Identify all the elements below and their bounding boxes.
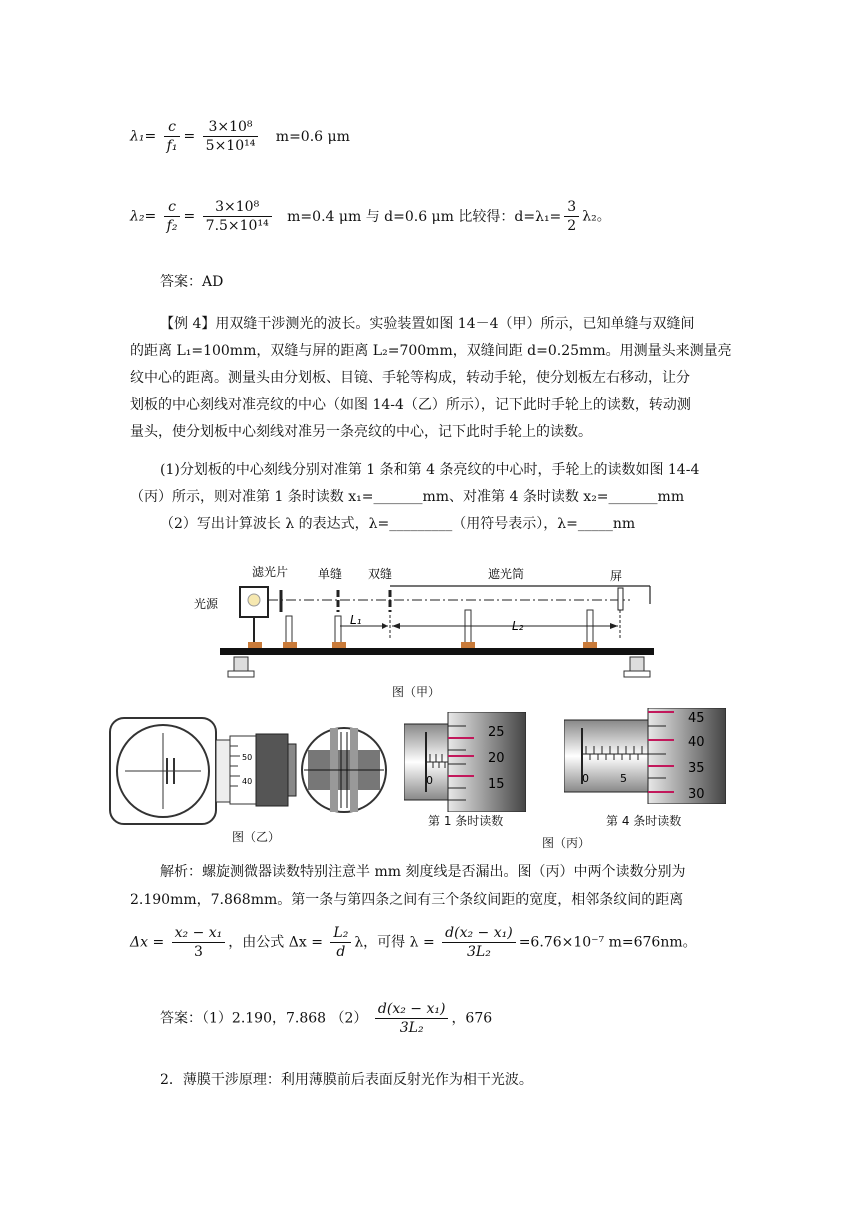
caption-yi: 图（乙）: [232, 830, 281, 844]
fraction: $\frac{c}{\text{f₂}}$: [164, 198, 181, 235]
sleeve4-zero: 0: [582, 772, 589, 785]
label-L1: L₁: [350, 613, 362, 627]
example4-line2: 的距离 L₁=100mm，双缝与屏的距离 L₂=700mm，双缝间距 d=0.25mm。用测量头来测量亮: [130, 343, 732, 359]
analysis-line2: 2.190mm，7.868mm。第一条与第四条之间有三个条纹间距的宽度，相邻条纹间的距离: [130, 892, 684, 908]
sleeve4-five: 5: [620, 772, 627, 785]
label-L2: L₂: [512, 619, 524, 633]
equation-lambda2: λ₂= $\frac{c}{\text{f₂}}$ = $\frac{\text{3×10⁸}}{\text{7.5×10¹⁴}}$ m=0.4 μm 与 d=0.6 μm 比较得：d=λ₁= $\frac{3}{2}$ λ₂。: [130, 199, 611, 234]
analysis-equation: Δx = $\frac{\text{x₂ − x₁}}{3}$ ，由公式 Δx = $\frac{\text{L₂}}{d}$ λ，可得 λ = $\frac{\text{d(x₂ − x₁)}}{\text{3L₂}}$ =6.76×10⁻⁷ m=676nm。: [130, 925, 697, 960]
figure-measuring-head: [108, 716, 298, 828]
drum1-20: 20: [488, 751, 505, 766]
micrometer-reading-1: [404, 712, 526, 812]
reading4-label: 第 4 条时读数: [606, 814, 682, 828]
micrometer-reading-4: [564, 708, 726, 804]
equation-lambda1: λ₁= $\frac{c}{\text{f₁}}$ = $\frac{\text{3×10⁸}}{\text{5×10¹⁴}}$ m=0.6 μm: [130, 119, 350, 154]
fraction: $\frac{\text{d(x₂ − x₁)}}{\text{3L₂}}$: [442, 924, 516, 961]
fraction: $\frac{c}{\text{f₁}}$: [164, 118, 181, 155]
drum4-35: 35: [688, 761, 705, 776]
label-filter: 滤光片: [252, 565, 289, 579]
example4-line1: 【例 4】用双缝干涉测光的波长。实验装置如图 14－4（甲）所示，已知单缝与双缝间: [160, 316, 695, 332]
section-2-heading: 2．薄膜干涉原理：利用薄膜前后表面反射光作为相干光波。: [160, 1072, 533, 1088]
reading1-label: 第 1 条时读数: [428, 814, 504, 828]
fraction: $\frac{3}{2}$: [564, 198, 579, 235]
question1-line1: (1)分划板的中心刻线分别对准第 1 条和第 4 条亮纹的中心时，手轮上的读数如图 14-4: [160, 462, 700, 478]
label-tube: 遮光筒: [488, 567, 525, 581]
label-double-slit: 双缝: [368, 567, 393, 581]
drum1-25: 25: [488, 725, 505, 740]
example4-line5: 量头，使分划板中心刻线对准另一条亮纹的中心，记下此时手轮上的读数。: [130, 424, 592, 440]
scale-40: 40: [242, 777, 253, 786]
fraction: $\frac{\text{3×10⁸}}{\text{5×10¹⁴}}$: [203, 118, 259, 155]
drum4-40: 40: [688, 735, 705, 750]
fraction: $\frac{\text{3×10⁸}}{\text{7.5×10¹⁴}}$: [203, 198, 272, 235]
drum4-30: 30: [688, 787, 705, 802]
fraction: $\frac{\text{d(x₂ − x₁)}}{\text{3L₂}}$: [375, 1000, 449, 1037]
example4-line3: 纹中心的距离。测量头由分划板、目镜、手轮等构成，转动手轮，使分划板左右移动，让分: [130, 370, 690, 386]
figure-apparatus: [190, 560, 670, 690]
fraction: $\frac{\text{x₂ − x₁}}{3}$: [172, 924, 226, 961]
sleeve1-zero: 0: [426, 774, 433, 787]
label-single-slit: 单缝: [318, 567, 343, 581]
analysis-line1: 解析：螺旋测微器读数特别注意半 mm 刻度线是否漏出。图（丙）中两个读数分别为: [160, 864, 686, 880]
caption-bing: 图（丙）: [542, 836, 591, 850]
example4-line4: 划板的中心刻线对准亮纹的中心（如图 14-4（乙）所示），记下此时手轮上的读数，转动测: [130, 397, 691, 413]
label-screen: 屏: [610, 569, 623, 583]
scale-50: 50: [242, 753, 253, 762]
question2: （2）写出计算波长 λ 的表达式，λ=_________（用符号表示），λ=_____nm: [160, 516, 636, 532]
drum1-15: 15: [488, 777, 505, 792]
caption-jia: 图（甲）: [392, 685, 441, 699]
answer-ad: 答案：AD: [160, 274, 224, 290]
question1-line2: （丙）所示，则对准第 1 条时读数 x₁=_______mm、对准第 4 条时读数 x₂=_______mm: [130, 489, 685, 505]
answer-final: 答案：（1）2.190，7.868 （2） $\frac{\text{d(x₂ − x₁)}}{\text{3L₂}}$ ，676: [160, 1001, 493, 1036]
drum4-45: 45: [688, 711, 705, 726]
label-source: 光源: [194, 597, 219, 611]
figure-reticle: [300, 720, 390, 820]
fraction: $\frac{\text{L₂}}{d}$: [330, 924, 351, 961]
